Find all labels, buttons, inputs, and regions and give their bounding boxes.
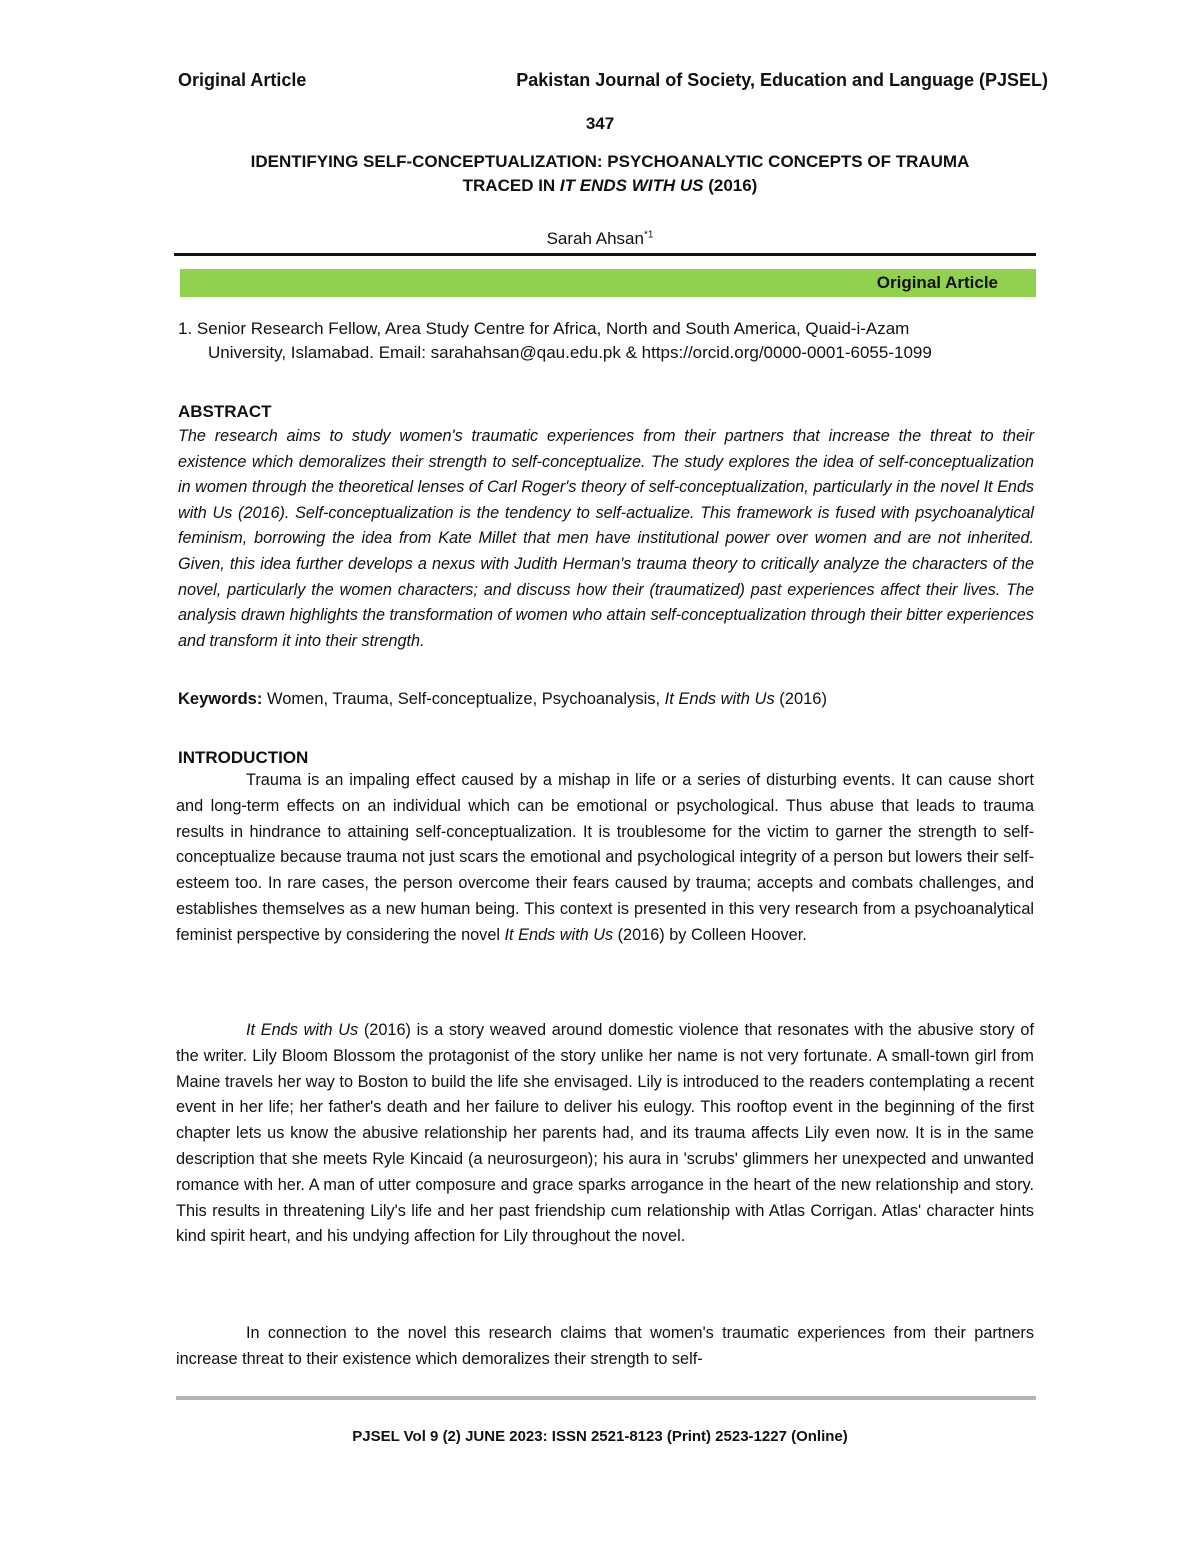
article-type-label: Original Article: [178, 70, 307, 90]
title-line-1: IDENTIFYING SELF-CONCEPTUALIZATION: PSYCHOANALYTIC CONCEPTS OF TRAUMA: [250, 152, 970, 171]
title-suffix: (2016): [703, 176, 758, 195]
article-type-badge: Original Article: [876, 273, 998, 292]
journal-name: Pakistan Journal of Society, Education and Language (PJSEL): [516, 70, 1048, 90]
running-header: [178, 70, 1048, 91]
affiliation-line-1: 1. Senior Research Fellow, Area Study Centre for Africa, North and South America, Quaid-i-Azam: [178, 319, 910, 338]
abstract-heading: ABSTRACT: [178, 402, 272, 421]
author-line: [0, 229, 1200, 249]
title-divider: [174, 253, 1036, 256]
abstract-text: The research aims to study women's traumatic experiences from their partners that increase the threat to their existence which demoralizes their strength to self-conceptualize. The study explores the idea of self-conceptualization in women through the theoretical lenses of Carl Roger's theory of self-conceptualization, particularly in the novel It Ends with Us (2016). Self-conceptualization is the tendency to self-actualize. This framework is fused with psychoanalytical feminism, borrowing the idea from Kate Millet that men have institutional power over women and are not inherited. Given, this idea further develops a nexus with Judith Herman's trauma theory to critically analyze the characters of the novel, particularly the women characters; and discuss how their (traumatized) past experiences affect their lives. The analysis drawn highlights the transformation of women who attain self-conceptualization through their bitter experiences and transform it into their strength.: [178, 427, 1034, 650]
introduction-heading: INTRODUCTION: [178, 748, 309, 767]
keywords-suffix: (2016): [774, 690, 827, 708]
keywords-list: Women, Trauma, Self-conceptualize, Psychoanalysis,: [262, 690, 665, 708]
page-number: 347: [585, 114, 615, 133]
author-affiliation: [178, 317, 1048, 365]
page-footer: PJSEL Vol 9 (2) JUNE 2023: ISSN 2521-8123 (Print) 2523-1227 (Online): [352, 1428, 848, 1445]
footer-divider: [176, 1396, 1036, 1400]
title-book-name: IT ENDS WITH US: [559, 176, 704, 195]
intro-p1-text: Trauma is an impaling effect caused by a mishap in life or a series of disturbing events. It can cause short and long-term effects on an individual which can be emotional or psychological. Thus abuse that leads to trauma results in hindrance to attaining self-conceptualization. It is troublesome for the victim to garner the strength to self-conceptualize because trauma not just scars the emotional and psychological integrity of a person but lowers their self-esteem too. In rare cases, the person overcome their fears caused by trauma; accepts and combats challenges, and establishes themselves as a new human being. This context is presented in this very research from a psychoanalytical feminist perspective by considering the novel: [176, 771, 1034, 944]
title-prefix: TRACED IN: [462, 176, 560, 195]
intro-p3-text: In connection to the novel this research claims that women's traumatic experiences from their partners increase threat to their existence which demoralizes their strength to self-: [176, 1324, 1034, 1368]
intro-p1-book-name: It Ends with Us: [504, 925, 614, 944]
article-type-bar: [180, 269, 1036, 297]
intro-paragraph-3: [176, 1321, 1034, 1373]
intro-p2-text: (2016) is a story weaved around domestic violence that resonates with the abusive story of the writer. Lily Bloom Blossom the protagonist of the story unlike her name is not very fortunate. A small-town girl from Maine travels her way to Boston to build the life she envisaged. Lily is introduced to the readers contemplating a recent event in her life; her father's death and her failure to deliver his eulogy. This rooftop event in the beginning of the first chapter lets us know the abusive relationship her parents had, and its trauma affects Lily even now. It is in the same description that she meets Ryle Kincaid (a neurosurgeon); his aura in 'scrubs' glimmers her unexpected and unwanted romance with her. A man of utter composure and grace sparks arrogance in the heart of the new relationship and story. This results in threatening Lily's life and her past friendship cum relationship with Atlas Corrigan. Atlas' character hints kind spirit heart, and his undying affection for Lily throughout the novel.: [176, 1021, 1034, 1246]
keywords-book-name: It Ends with Us: [664, 690, 775, 708]
intro-p2-book-name: It Ends with Us: [246, 1021, 359, 1039]
title-line-2: [150, 174, 1070, 198]
intro-p1-suffix: (2016) by Colleen Hoover.: [613, 925, 807, 944]
keywords-label: Keywords:: [178, 690, 263, 708]
article-title: [150, 150, 1070, 198]
keywords-line: [178, 690, 1034, 709]
affiliation-line-2: University, Islamabad. Email: sarahahsan@qau.edu.pk & https://orcid.org/0000-0001-6055-1099: [208, 343, 932, 362]
author-mark: *1: [643, 229, 654, 241]
intro-paragraph-1: [176, 768, 1034, 949]
intro-paragraph-2: [176, 1018, 1034, 1250]
author-name: Sarah Ahsan: [546, 229, 644, 248]
